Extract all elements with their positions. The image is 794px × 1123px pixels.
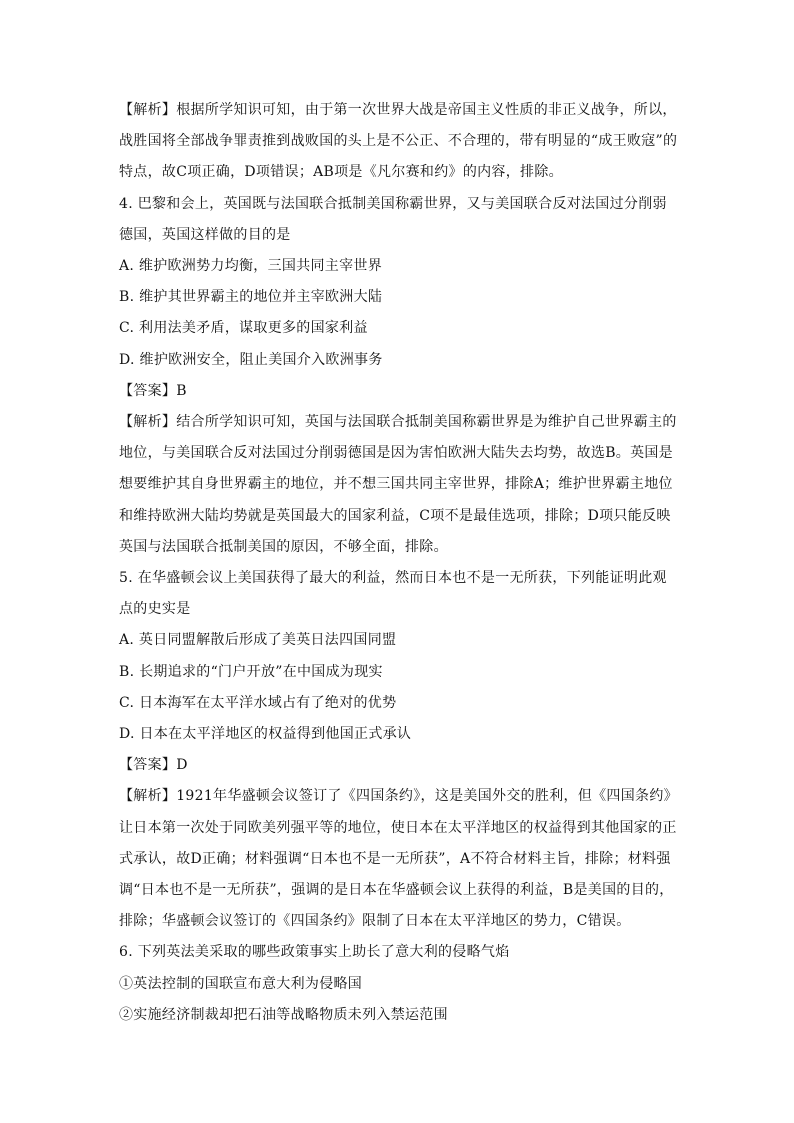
q6-item-2: ②实施经济制裁却把石油等战略物质未列入禁运范围 [119,1006,448,1023]
q5-option-a: A. 英日同盟解散后形成了美英日法四国同盟 [119,632,397,649]
q4-option-a: A. 维护欧洲势力均衡，三国共同主宰世界 [119,258,383,275]
q4-option-b: B. 维护其世界霸主的地位并主宰欧洲大陆 [119,289,383,306]
q5-option-c: C. 日本海军在太平洋水域占有了绝对的优势 [119,694,397,711]
document-content [119,95,679,1031]
q5-option-d: D. 日本在太平洋地区的权益得到他国正式承认 [119,726,412,743]
q5-option-b: B. 长期追求的“门户开放”在中国成为现实 [119,663,383,680]
q4-question: 4. 巴黎和会上，英国既与法国联合抵制美国称霸世界，又与美国联合反对法国过分削弱德国，英国这样做的目的是 [119,195,667,243]
q4-option-c: C. 利用法美矛盾，谋取更多的国家利益 [119,320,368,337]
q6-question: 6. 下列英法美采取的哪些政策事实上助长了意大利的侵略气焰 [119,944,510,961]
q4-option-d: D. 维护欧洲安全，阻止美国介入欧洲事务 [119,351,383,368]
q4-analysis: 【解析】结合所学知识可知，英国与法国联合抵制美国称霸世界是为维护自己世界霸主的地位，与美国联合反对法国过分削弱德国是因为害怕欧洲大陆失去均势，故选B。英国是想要维护其自身世界霸主的地位，并不想三国共同主宰世界，排除A；维护世界霸主地位和维持欧洲大陆均势就是英国最大的国家利益，C项不是最佳选项，排除；D项只能反映英国与法国联合抵制美国的原因，不够全面，排除。 [119,414,677,555]
q4-answer: 【答案】B [119,382,187,399]
q5-question: 5. 在华盛顿会议上美国获得了最大的利益，然而日本也不是一无所获，下列能证明此观点的史实是 [119,570,667,618]
q6-item-1: ①英法控制的国联宣布意大利为侵略国 [119,975,363,992]
q5-analysis: 【解析】1921年华盛顿会议签订了《四国条约》，这是美国外交的胜利，但《四国条约》让日本第一次处于同欧美列强平等的地位，使日本在太平洋地区的权益得到其他国家的正式承认，故D正确；材料强调“日本也不是一无所获”，A不符合材料主旨，排除；材料强调“日本也不是一无所获”，强调的是日本在华盛顿会议上获得的利益，B是美国的目的，排除；华盛顿会议签订的《四国条约》限制了日本在太平洋地区的势力，C错误。 [119,788,678,930]
q5-answer: 【答案】D [119,757,188,774]
q3-analysis: 【解析】根据所学知识可知，由于第一次世界大战是帝国主义性质的非正义战争，所以，战胜国将全部战争罪责推到战败国的头上是不公正、不合理的，带有明显的“成王败寇”的特点，故C项正确，D项错误；AB项是《凡尔赛和约》的内容，排除。 [119,102,678,181]
